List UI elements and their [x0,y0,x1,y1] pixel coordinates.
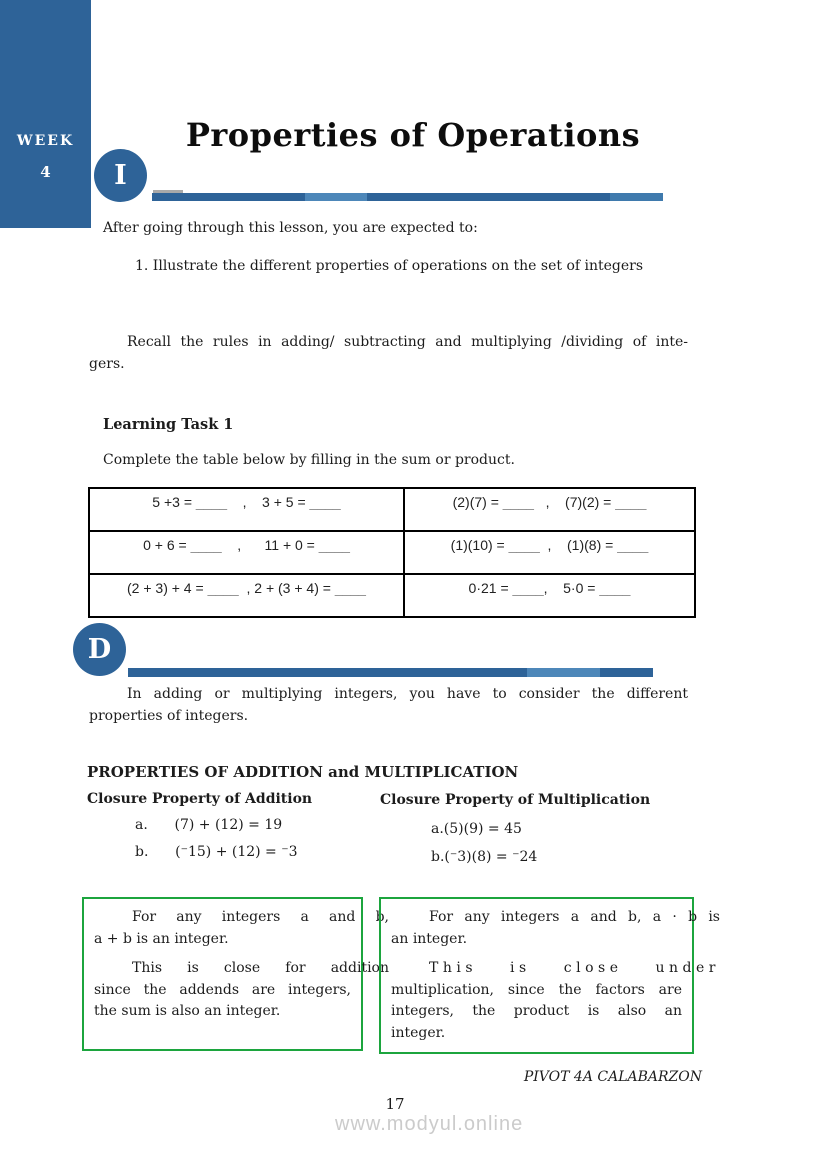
expectation-text: After going through this lesson, you are expected to: [103,220,478,236]
objective-item: 1. Illustrate the different properties of operations on the set of integers [135,258,644,274]
closure-multiplication-example-a: a.(5)(9) = 45 [431,821,522,837]
develop-section-letter: D [87,634,112,665]
recall-line-1: Recall the rules in adding/ subtracting and multiplying /dividing of inte- [127,334,688,350]
table-cell-addition-identity: 0 + 6 = ____ , 11 + 0 = ____ [89,531,404,574]
table-row [89,531,695,574]
task-instruction: Complete the table below by filling in the sum or product. [103,452,515,468]
box-line: an integer. [391,930,468,947]
box-line: a + b is an integer. [94,930,229,947]
develop-line-1: In adding or multiplying integers, you have to consider the different [127,686,688,702]
recall-line-2: gers. [89,356,125,372]
closure-multiplication-example-b: b.(⁻3)(8) = ⁻24 [431,849,538,865]
closure-multiplication-heading: Closure Property of Multiplication [380,792,651,808]
week-label: WEEK [16,133,75,149]
table-cell-multiplication-zero: 0·21 = ____, 5·0 = ____ [404,574,695,617]
page-number: 17 [385,1095,405,1113]
underline-highlight [610,193,663,201]
table-cell-multiplication-commutative: (2)(7) = ____ , (7)(2) = ____ [404,488,695,531]
box-line: For any integers a and b, [132,909,389,925]
closure-addition-example-a: a. (7) + (12) = 19 [135,817,283,833]
title-underline-bar [152,193,663,201]
task-table [88,487,696,618]
box-line: This is close for addition [132,960,389,976]
closure-multiplication-box [379,897,720,1054]
box-line: This is close under [429,960,720,976]
develop-section-circle [73,623,126,676]
intro-section-letter: I [114,160,127,191]
closure-addition-heading: Closure Property of Addition [87,791,313,807]
underline-highlight [305,193,367,201]
watermark-text: www.modyul.online [335,1113,524,1135]
table-row [89,488,695,531]
box-line: since the addends are integers, [94,981,351,998]
box-line: the sum is also an integer. [94,1003,281,1019]
develop-underline-bar [128,668,653,677]
page-title: Properties of Operations [185,116,641,154]
underline-highlight [527,668,600,677]
develop-line-2: properties of integers. [89,708,249,724]
recall-paragraph [89,331,688,375]
properties-heading: PROPERTIES OF ADDITION and MULTIPLICATION [87,763,519,781]
develop-paragraph [89,683,688,727]
box-line: multiplication, since the factors are [391,981,682,998]
table-cell-multiplication-identity: (1)(10) = ____ , (1)(8) = ____ [404,531,695,574]
intro-section-circle [94,149,147,202]
box-line: integers, the product is also an [391,1003,682,1019]
table-cell-addition-associative: (2 + 3) + 4 = ____ , 2 + (3 + 4) = ____ [89,574,404,617]
closure-addition-box [82,897,389,1051]
week-banner [0,0,91,228]
table-row [89,574,695,617]
closure-addition-example-b: b. (⁻15) + (12) = ⁻3 [135,844,298,860]
box-line: For any integers a and b, a · b is [429,909,720,925]
week-number: 4 [40,163,51,181]
learning-task-heading: Learning Task 1 [103,416,234,433]
footer-imprint: PIVOT 4A CALABARZON [523,1069,702,1085]
box-line: integer. [391,1024,446,1041]
table-cell-addition-commutative: 5 +3 = ____ , 3 + 5 = ____ [89,488,404,531]
